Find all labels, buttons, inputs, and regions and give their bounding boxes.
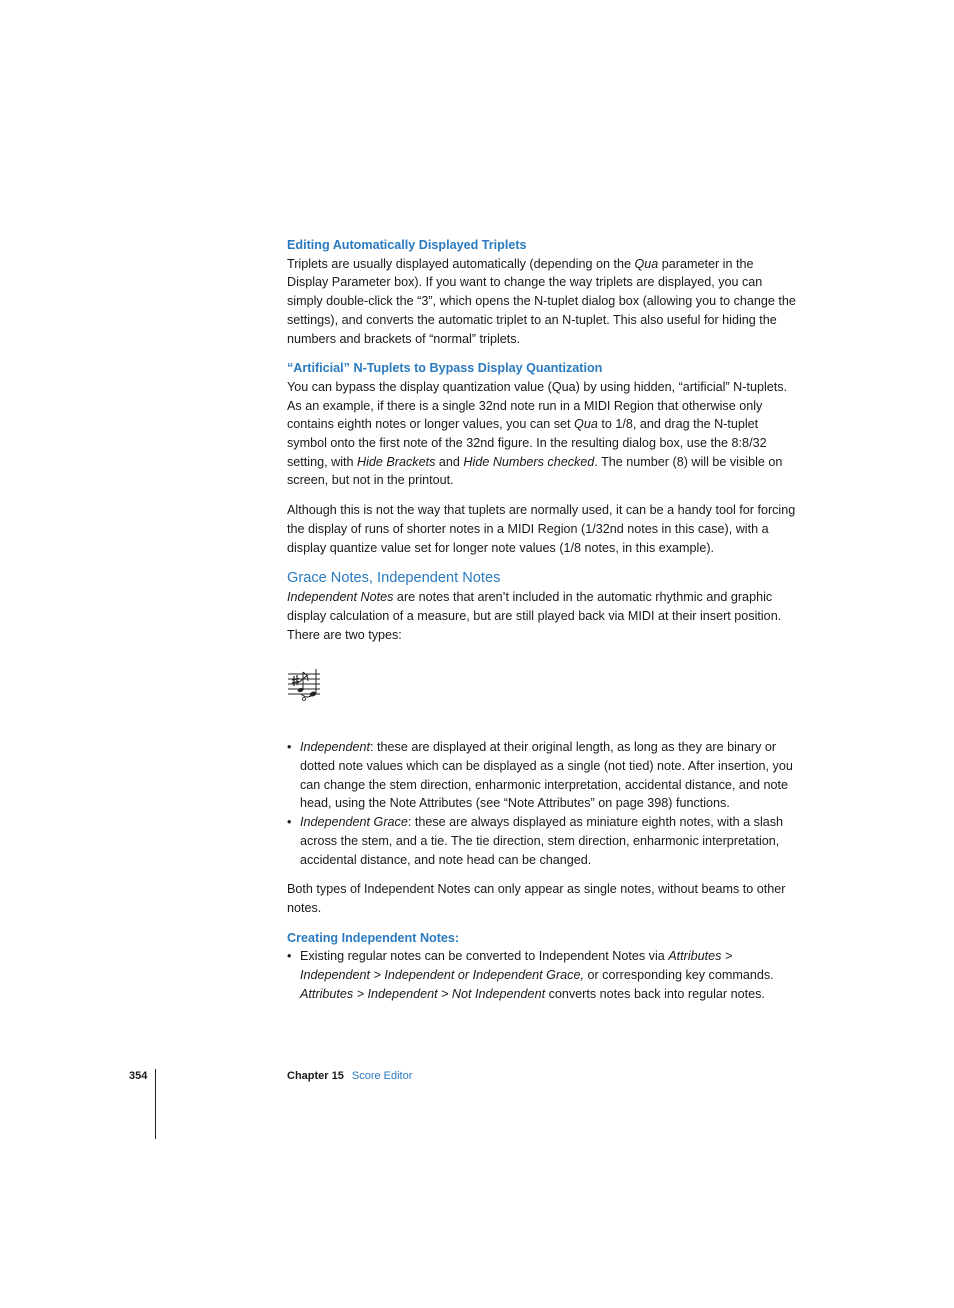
heading-artificial-ntuplets: “Artificial” N-Tuplets to Bypass Display Quantization: [287, 361, 603, 376]
heading-editing-triplets: Editing Automatically Displayed Triplets: [287, 238, 527, 252]
heading-grace-notes: Grace Notes, Independent Notes: [287, 570, 501, 587]
grace-note-figure: [287, 644, 797, 738]
paragraph-both-types: Both types of Independent Notes can only appear as single notes, without beams to other notes.: [287, 882, 786, 915]
footer-divider: [155, 1069, 156, 1139]
paragraph-triplets: Triplets are usually displayed automatically (depending on the Qua parameter in the Display Parameter box). If you want to change the way triplets are displayed, you can simply double-click the “3”, which opens the N-tuplet dialog box (allowing you to change the settings), and converts the automatic triplet to an N-tuplet. This also useful for hiding the numbers and brackets of “normal” triplets.: [287, 256, 796, 346]
list-item: • Independent Grace: these are always displayed as miniature eighth notes, with a slash across the stem, and a tie. The tie direction, stem direction, enharmonic interpretation, accidental distance, and note head can be changed.: [287, 813, 797, 869]
grace-note-icon: [287, 666, 323, 702]
paragraph-tuplets-tool: Although this is not the way that tuplets are normally used, it can be a handy tool for forcing the display of runs of shorter notes in a MIDI Region (1/32nd notes in this case), with a display quantize value set for longer note values (1/8 notes, in this example).: [287, 503, 796, 555]
creating-list: [287, 947, 797, 1003]
page-number: 354: [129, 1070, 148, 1082]
independent-types-list: [287, 738, 797, 869]
chapter-title: Score Editor: [351, 1070, 413, 1082]
paragraph-independent-notes: Independent Notes are notes that aren’t included in the automatic rhythmic and graphic display calculation of a measure, but are still played back via MIDI at their insert position. There are two types:: [287, 590, 782, 642]
page-content: [287, 236, 797, 1004]
list-item: • Existing regular notes can be converted to Independent Notes via Attributes > Independent > Independent or Independent Grace, or corresponding key commands. Attributes > Independent > Not Independent converts notes back into regular notes.: [287, 947, 797, 1003]
list-item: • Independent: these are displayed at their original length, as long as they are binary or dotted note values which can be displayed as a single (not tied) note. After insertion, you can change the stem direction, enharmonic interpretation, accidental distance, and note head, using the Note Attributes (see “Note Attributes” on page 398) functions.: [287, 738, 797, 813]
chapter-label: Chapter 15: [287, 1070, 344, 1082]
heading-creating-independent: Creating Independent Notes:: [287, 930, 460, 945]
chapter-footer: [287, 1070, 412, 1082]
paragraph-artificial-ntuplets: You can bypass the display quantization value (Qua) by using hidden, “artificial” N-tuplets. As an example, if there is a single 32nd note run in a MIDI Region that otherwise only contains eighth notes or longer values, you can set Qua to 1/8, and drag the N-tuplet symbol onto the first note of the 32nd figure. In the resulting dialog box, use the 8:8/32 setting, with Hide Brackets and Hide Numbers checked. The number (8) will be visible on screen, but not in the printout.: [287, 379, 788, 488]
